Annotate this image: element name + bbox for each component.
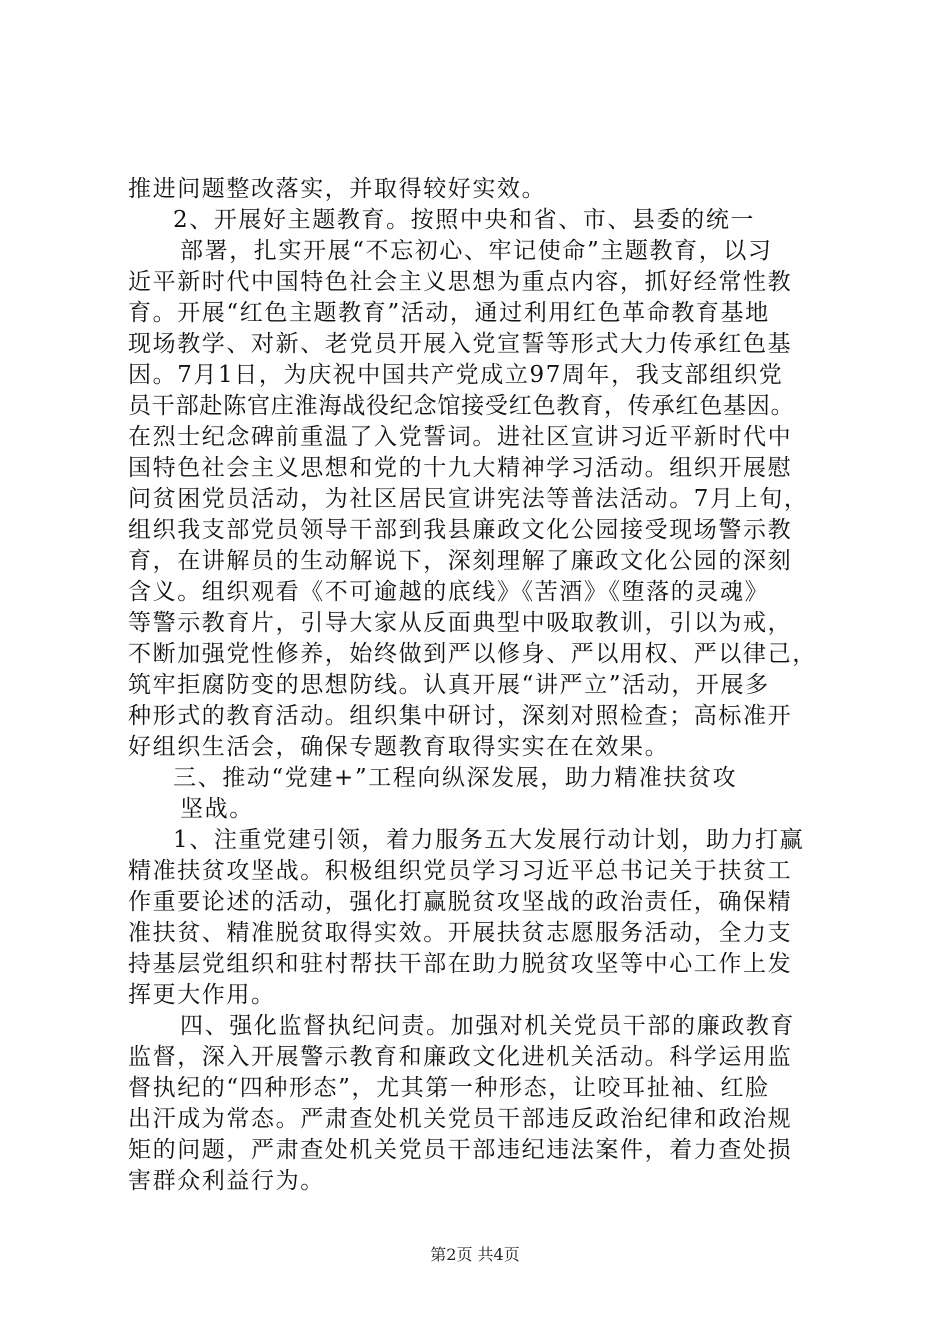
paragraph-line: 出汗成为常态。严肃查处机关党员干部违反政治纪律和政治规	[128, 1106, 793, 1132]
section-heading-line: 坚战。	[180, 796, 254, 822]
paragraph-line: 问贫困党员活动，为社区居民宣讲宪法等普法活动。7月上旬，	[128, 486, 809, 512]
paragraph-line: 因。7月1日，为庆祝中国共产党成立97周年，我支部组织党	[128, 362, 784, 388]
paragraph-line: 精准扶贫攻坚战。积极组织党员学习习近平总书记关于扶贫工	[128, 858, 793, 884]
paragraph-line: 1、注重党建引领，着力服务五大发展行动计划，助力打赢	[173, 827, 805, 853]
paragraph-line: 督执纪的“四种形态”，尤其第一种形态，让咬耳扯袖、红脸	[128, 1075, 770, 1101]
paragraph-line: 挥更大作用。	[128, 982, 276, 1008]
paragraph-line: 作重要论述的活动，强化打赢脱贫攻坚战的政治责任，确保精	[128, 889, 793, 915]
paragraph-line: 育。开展“红色主题教育”活动，通过利用红色革命教育基地	[128, 300, 770, 326]
paragraph-line: 准扶贫、精准脱贫取得实效。开展扶贫志愿服务活动，全力支	[128, 920, 793, 946]
paragraph-line: 部署，扎实开展“不忘初心、牢记使命”主题教育，以习	[180, 238, 773, 264]
paragraph-line: 种形式的教育活动。组织集中研讨，深刻对照检查；高标准开	[128, 703, 793, 729]
paragraph-line: 推进问题整改落实，并取得较好实效。	[128, 176, 547, 202]
paragraph-line: 育，在讲解员的生动解说下，深刻理解了廉政文化公园的深刻	[128, 548, 793, 574]
paragraph-line: 等警示教育片，引导大家从反面典型中吸取教训，引以为戒，	[128, 610, 793, 636]
section-heading-line: 四、强化监督执纪问责。加强对机关党员干部的廉政教育	[180, 1013, 795, 1039]
paragraph-line: 不断加强党性修养，始终做到严以修身、严以用权、严以律己，	[128, 641, 817, 667]
paragraph-line: 2、开展好主题教育。按照中央和省、市、县委的统一	[173, 207, 756, 233]
paragraph-line: 监督，深入开展警示教育和廉政文化进机关活动。科学运用监	[128, 1044, 793, 1070]
paragraph-line: 现场教学、对新、老党员开展入党宣誓等形式大力传承红色基	[128, 331, 793, 357]
paragraph-line: 持基层党组织和驻村帮扶干部在助力脱贫攻坚等中心工作上发	[128, 951, 793, 977]
paragraph-line: 矩的问题，严肃查处机关党员干部违纪违法案件，着力查处损	[128, 1137, 793, 1163]
paragraph-line: 组织我支部党员领导干部到我县廉政文化公园接受现场警示教	[128, 517, 793, 543]
paragraph-line: 国特色社会主义思想和党的十九大精神学习活动。组织开展慰	[128, 455, 793, 481]
paragraph-line: 好组织生活会，确保专题教育取得实实在在效果。	[128, 734, 670, 760]
paragraph-line: 含义。组织观看《不可逾越的底线》《苦酒》《堕落的灵魂》	[128, 579, 770, 605]
page-number-footer: 第2页 共4页	[430, 1245, 520, 1264]
paragraph-line: 员干部赴陈官庄淮海战役纪念馆接受红色教育，传承红色基因。	[128, 393, 795, 419]
paragraph-line: 近平新时代中国特色社会主义思想为重点内容，抓好经常性教	[128, 269, 793, 295]
section-heading-line: 三、推动“党建+”工程向纵深发展，助力精准扶贫攻	[173, 765, 738, 791]
paragraph-line: 在烈士纪念碑前重温了入党誓词。进社区宣讲习近平新时代中	[128, 424, 793, 450]
paragraph-line: 害群众利益行为。	[128, 1168, 325, 1194]
paragraph-line: 筑牢拒腐防变的思想防线。认真开展“讲严立”活动，开展多	[128, 672, 770, 698]
